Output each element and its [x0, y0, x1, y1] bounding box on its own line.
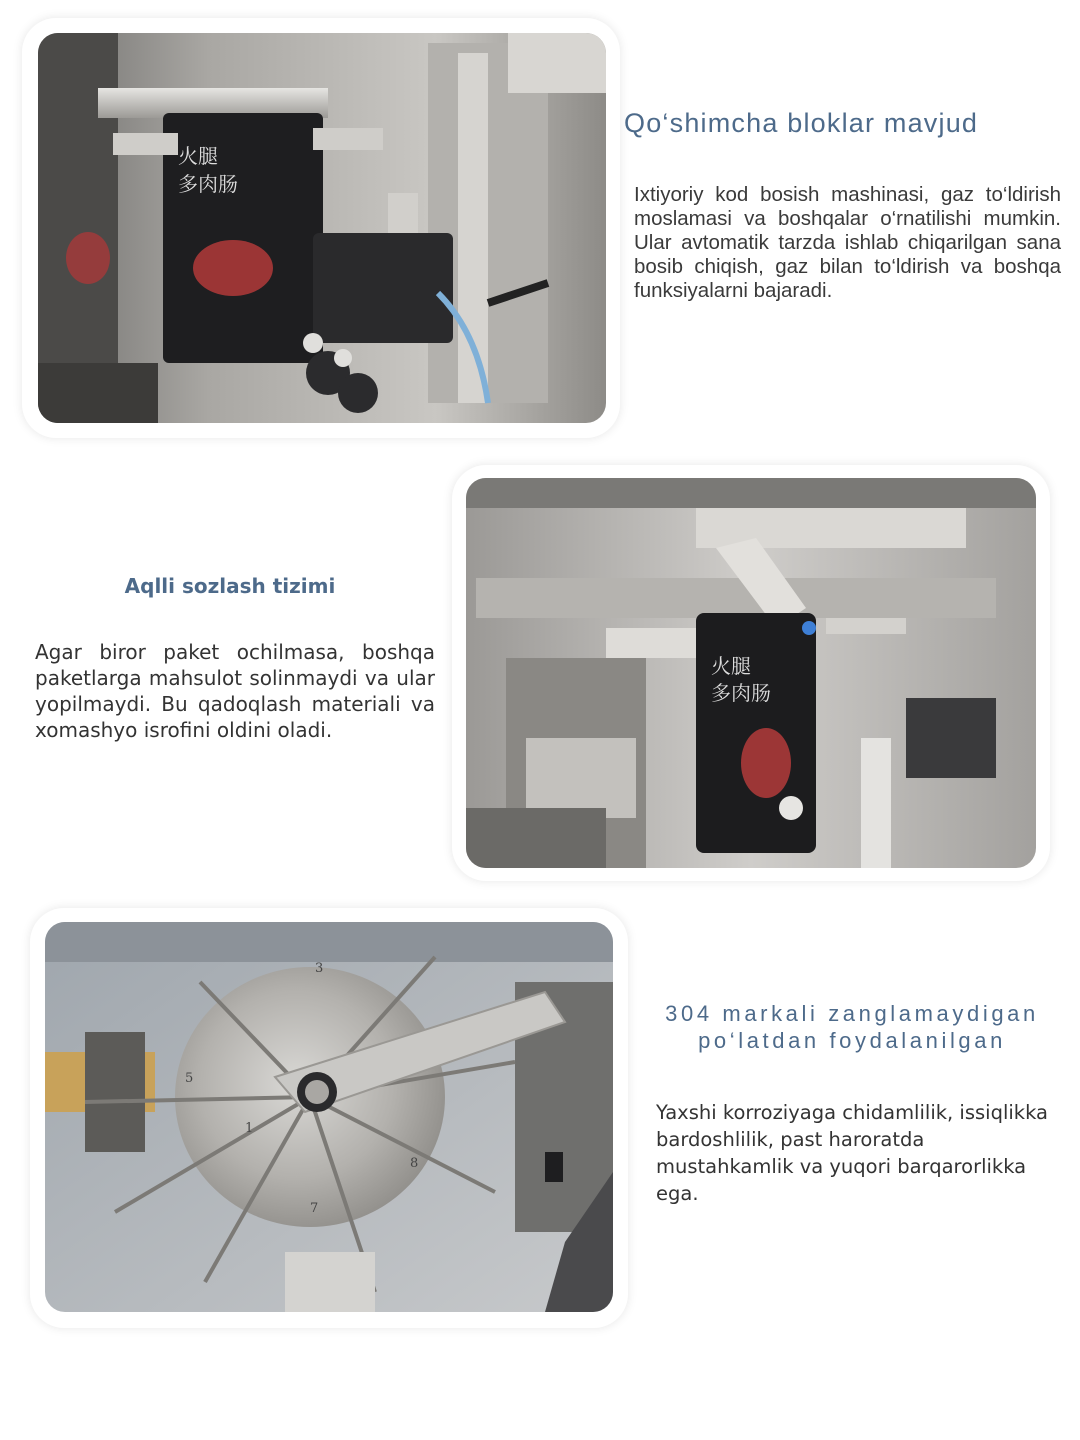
stainless-steel-photo: [45, 922, 613, 1312]
section-title-stainless-steel: 304 markali zanglamaydigan po‘latdan foydalanilgan: [665, 1001, 1039, 1053]
pouch-label-1: 火腿: [178, 144, 218, 168]
dial-number-1: 1: [245, 1121, 254, 1136]
pouch-label-2: 多肉肠: [711, 681, 771, 705]
section-text-stainless-steel: Yaxshi korroziyaga chidamlilik, issiqlikka bardoshlilik, past haroratda mustahkamlik va yuqori barqarorlikka ega.: [656, 1101, 1048, 1205]
section-title-smart-setup: Aqlli sozlash tizimi: [124, 574, 336, 598]
section-text-smart-setup: Agar biror paket ochilmasa, boshqa paketlarga mahsulot solinmaydi va ular yopilmaydi. Bu qadoqlash materiali va xomashyo isrofini oldini oladi.: [35, 640, 435, 742]
dial-number-5: 5: [185, 1071, 194, 1086]
dial-number-7: 7: [310, 1201, 319, 1216]
section-title-additional-blocks: Qo‘shimcha bloklar mavjud: [624, 108, 979, 138]
dial-number-8: 8: [410, 1156, 419, 1171]
rotary-table-illustration: [45, 922, 613, 1312]
coding-machine-photo: [38, 33, 606, 423]
pouch-label-1: 火腿: [711, 654, 751, 678]
setup-system-photo: [466, 478, 1036, 868]
dial-number-3: 3: [315, 961, 324, 976]
pouch-label-2: 多肉肠: [178, 172, 238, 196]
section-text-additional-blocks: Ixtiyoriy kod bosish mashinasi, gaz to‘ldirish moslamasi va boshqalar o‘rnatilishi mumkin. Ular avtomatik tarzda ishlab chiqarilgan sana bosib chiqish, gaz bilan to‘ldirish va boshqa funksiyalarni bajaradi.: [634, 183, 1061, 302]
setup-system-illustration: [466, 478, 1036, 868]
coding-machine-illustration: [38, 33, 606, 423]
